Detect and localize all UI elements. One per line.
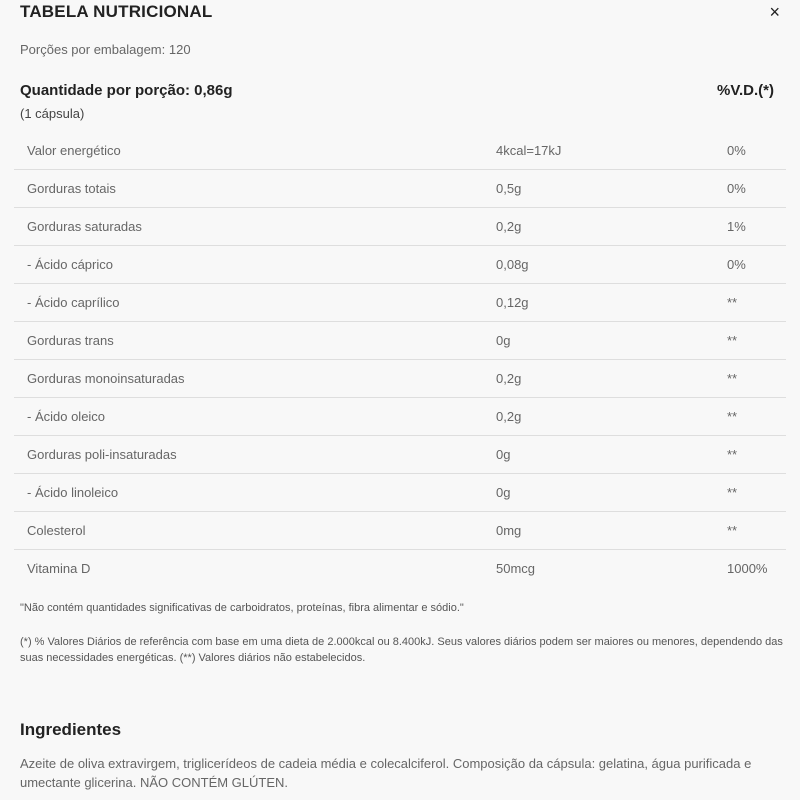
ingredients-title: Ingredientes [20, 720, 122, 739]
nutrient-amount: 0,2g [482, 398, 721, 436]
table-row [14, 474, 786, 512]
table-row [14, 170, 786, 208]
nutrient-amount: 0,08g [482, 246, 721, 284]
nutrient-daily-value: 0% [721, 132, 786, 170]
nutrient-daily-value: ** [721, 360, 786, 398]
nutrient-amount: 0,2g [482, 360, 721, 398]
portions-per-package: Porções por embalagem: 120 [20, 42, 191, 57]
nutrient-name: Gorduras saturadas [14, 208, 482, 246]
table-row [14, 208, 786, 246]
nutrition-table [14, 132, 786, 587]
ingredients-text: Azeite de oliva extravirgem, triglicerídeos de cadeia média e colecalciferol. Composição da cápsula: gelatina, água purificada e umectante glicerina. NÃO CONTÉM GLÚTEN. [20, 756, 752, 790]
table-row [14, 284, 786, 322]
nutrient-daily-value: ** [721, 436, 786, 474]
modal-title: TABELA NUTRICIONAL [20, 2, 213, 21]
nutrient-amount: 4kcal=17kJ [482, 132, 721, 170]
nutrient-name: - Ácido cáprico [14, 246, 482, 284]
nutrient-name: Vitamina D [27, 561, 91, 576]
nutrient-amount: 50mcg [496, 561, 536, 576]
significance-note: "Não contém quantidades significativas de carboidratos, proteínas, fibra alimentar e sódio." [20, 602, 464, 614]
nutrient-daily-value: 0% [721, 246, 786, 284]
table-row [14, 246, 786, 284]
nutrient-daily-value: ** [721, 284, 786, 322]
nutrient-name: Valor energético [14, 132, 482, 170]
nutrient-name: Gorduras trans [14, 322, 482, 360]
nutrient-name: Colesterol [14, 512, 482, 550]
nutrient-name: Gorduras totais [14, 170, 482, 208]
daily-values-note: (*) % Valores Diários de referência com base em uma dieta de 2.000kcal ou 8.400kJ. Seus valores diários podem ser maiores ou menores, dependendo das suas necessidades energéticas. (**) Valores diários não estabelecidos. [20, 636, 783, 664]
nutrient-daily-value: ** [721, 512, 786, 550]
nutrient-daily-value: 1% [721, 208, 786, 246]
nutrient-amount: 0g [482, 474, 721, 512]
table-row [14, 512, 786, 550]
table-row [14, 360, 786, 398]
nutrient-amount: 0g [482, 322, 721, 360]
nutrient-name: - Ácido caprílico [14, 284, 482, 322]
table-row [14, 550, 786, 588]
nutrient-daily-value: ** [721, 398, 786, 436]
table-row [14, 322, 786, 360]
nutrient-name: Gorduras monoinsaturadas [14, 360, 482, 398]
nutrient-name: - Ácido linoleico [14, 474, 482, 512]
nutrient-amount: 0,12g [482, 284, 721, 322]
nutrient-amount: 0g [482, 436, 721, 474]
nutrient-daily-value: ** [721, 474, 786, 512]
close-icon[interactable]: × [769, 2, 780, 22]
serving-unit: (1 cápsula) [20, 106, 85, 121]
table-row [14, 132, 786, 170]
daily-value-header: %V.D.(*) [717, 82, 774, 99]
serving-quantity: Quantidade por porção: 0,86g [20, 82, 233, 99]
table-row [14, 398, 786, 436]
nutrient-amount: 0mg [482, 512, 721, 550]
nutrient-amount: 0,2g [482, 208, 721, 246]
nutrient-name: - Ácido oleico [14, 398, 482, 436]
nutrient-name: Gorduras poli-insaturadas [14, 436, 482, 474]
nutrient-daily-value: ** [721, 322, 786, 360]
nutrient-daily-value: 0% [721, 170, 786, 208]
nutrient-amount: 0,5g [482, 170, 721, 208]
table-row [14, 436, 786, 474]
nutrient-daily-value: 1000% [727, 561, 768, 576]
